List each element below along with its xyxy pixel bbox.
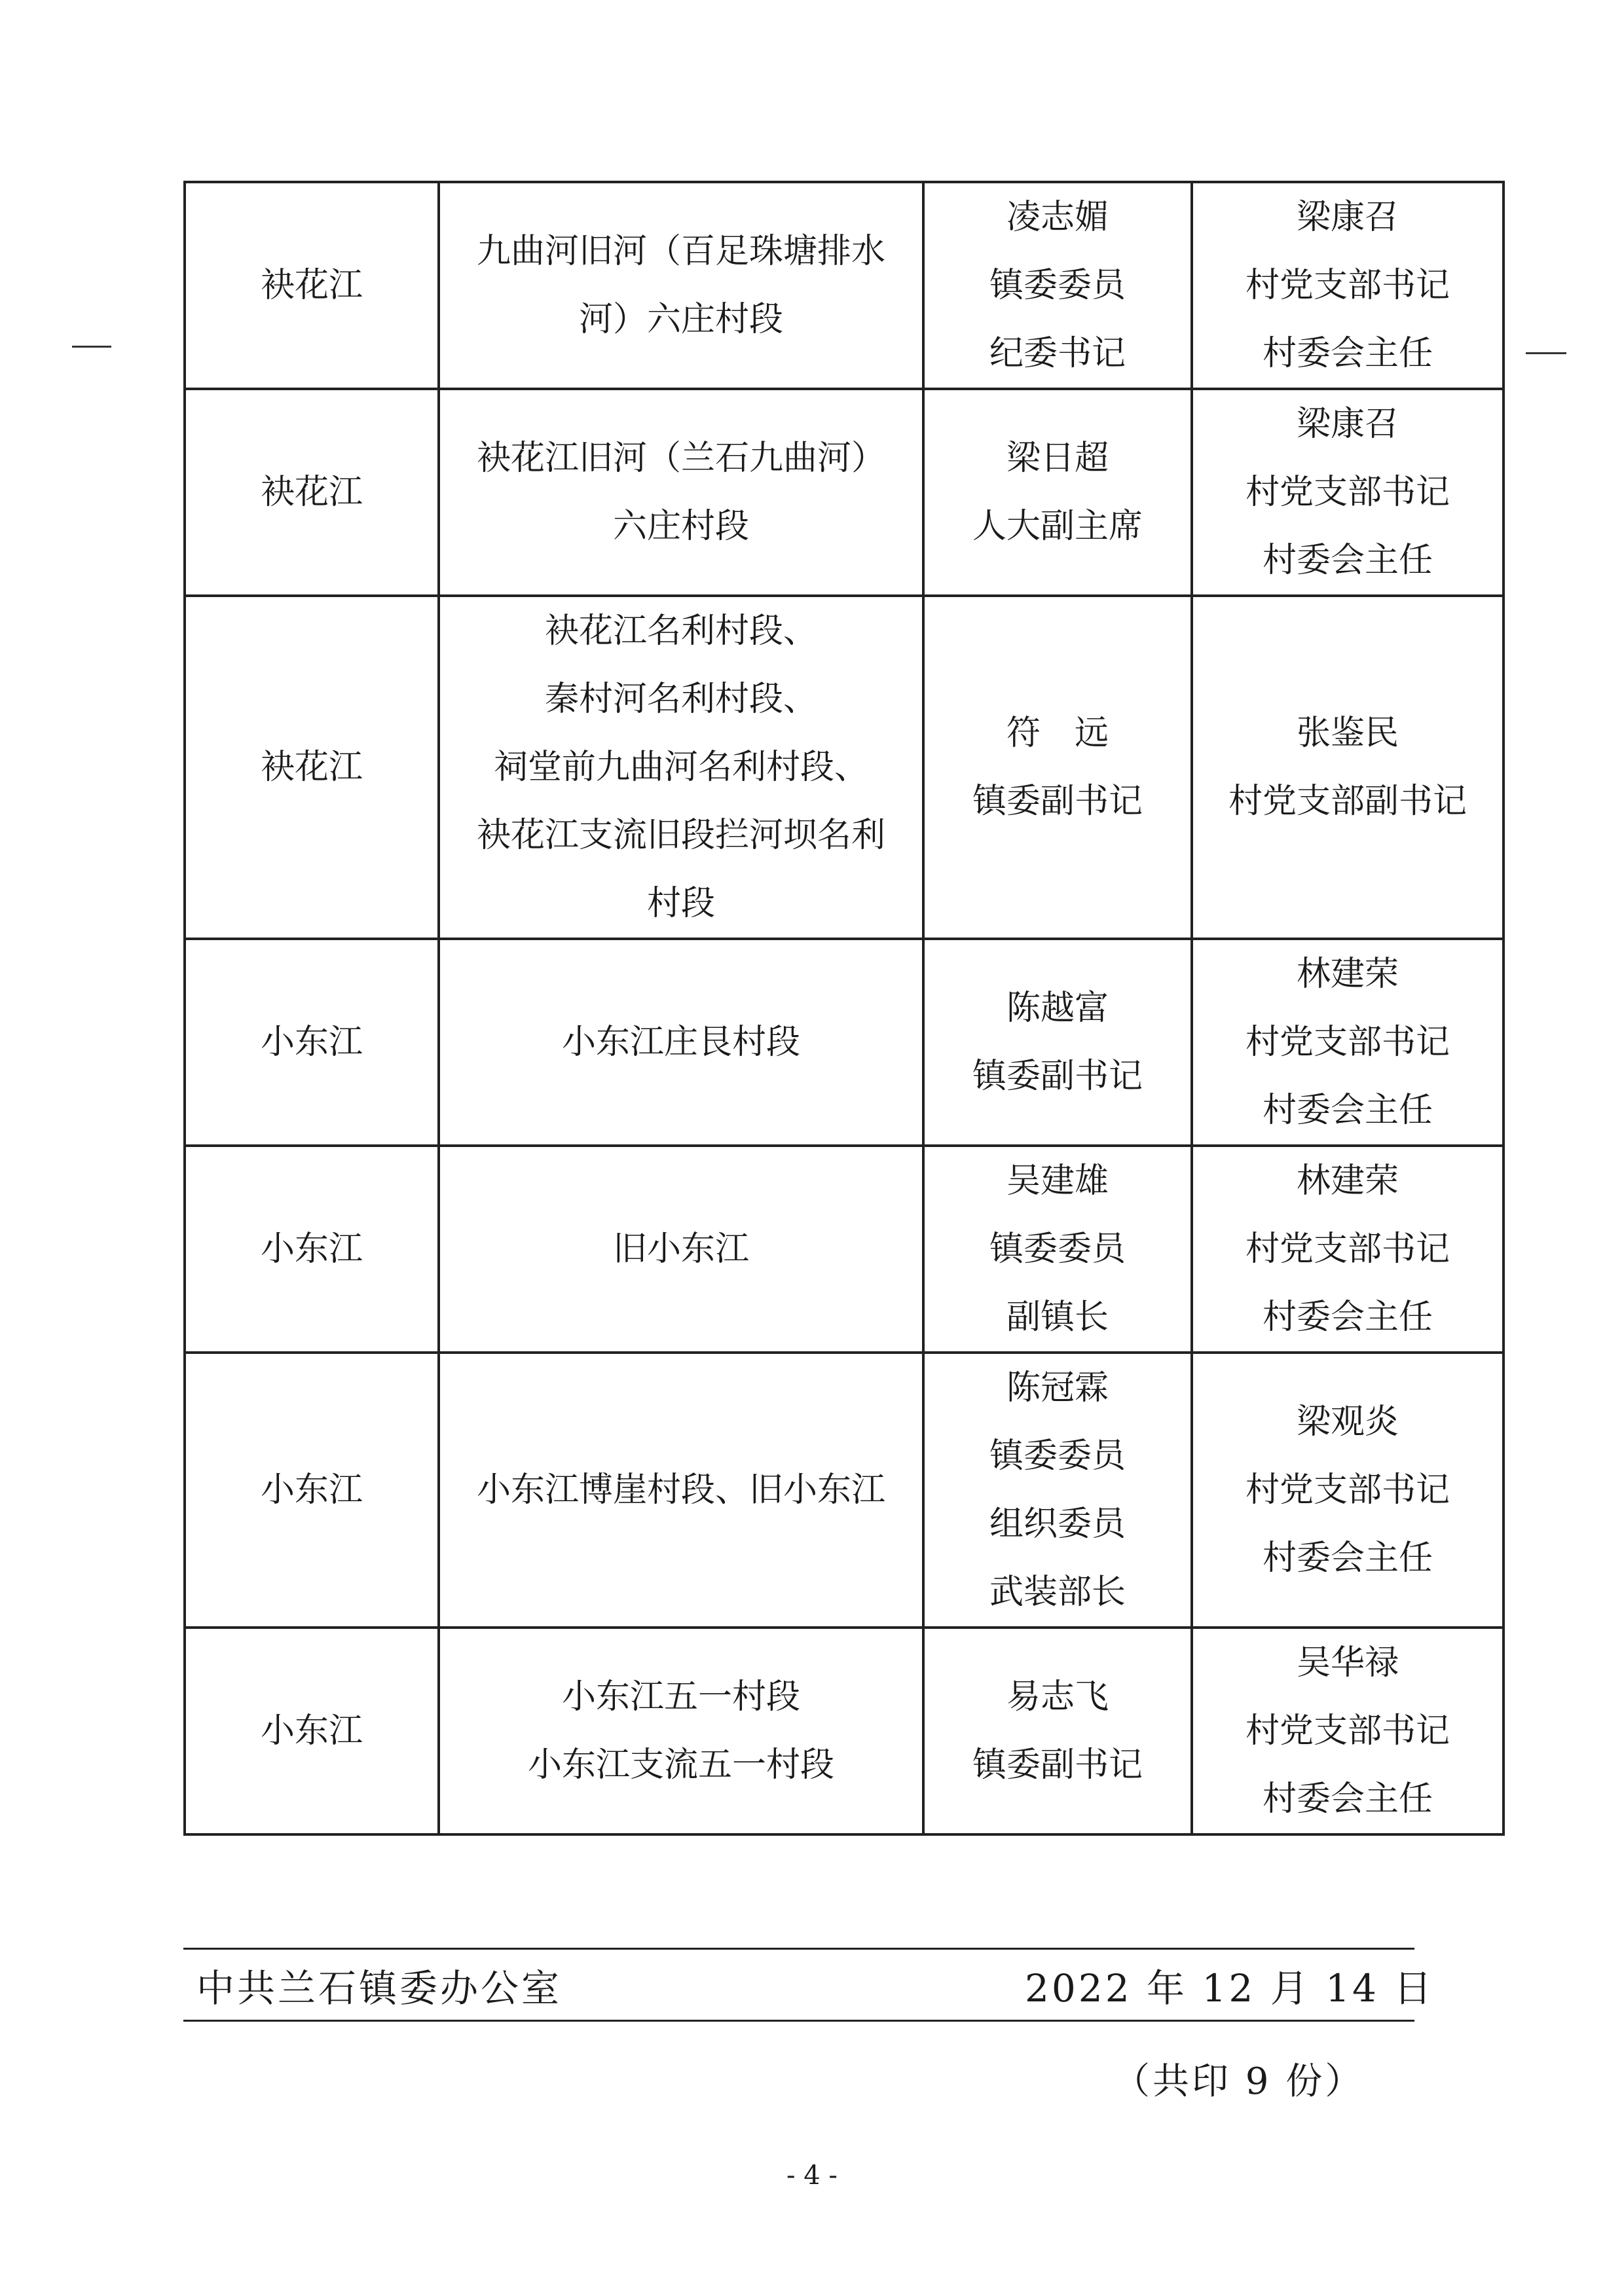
town-chief-cell-line: 镇委副书记 bbox=[972, 782, 1143, 821]
section-cell-line: 袂花江支流旧段拦河坝名利 bbox=[476, 816, 885, 855]
section-cell-line: 祠堂前九曲河名利村段、 bbox=[493, 748, 868, 787]
village-chief-cell-line: 村党支部书记 bbox=[1245, 473, 1450, 512]
table-row bbox=[185, 182, 1504, 389]
village-chief-cell-line: 林建荣 bbox=[1296, 955, 1399, 994]
town-chief-cell-line: 镇委副书记 bbox=[972, 1057, 1143, 1096]
village-chief-cell-line: 村委会主任 bbox=[1262, 1779, 1433, 1819]
section-cell-line: 旧小东江 bbox=[612, 1230, 749, 1269]
village-chief-cell-line: 村党支部书记 bbox=[1245, 266, 1450, 305]
village-chief-cell-line: 村党支部书记 bbox=[1245, 1230, 1450, 1269]
river-cell: 小东江 bbox=[185, 1146, 439, 1353]
town-chief-cell-line: 镇委委员 bbox=[989, 266, 1126, 305]
print-copies: （共印 9 份） bbox=[1113, 2060, 1365, 2103]
section-cell-line: 六庄村段 bbox=[612, 507, 749, 546]
town-chief-cell bbox=[923, 1628, 1192, 1834]
village-chief-cell bbox=[1192, 1628, 1504, 1834]
margin-mark-right bbox=[1526, 352, 1566, 354]
town-chief-cell-line: 镇委委员 bbox=[989, 1230, 1126, 1269]
section-cell-line: 袂花江名利村段、 bbox=[544, 611, 817, 651]
town-chief-cell-line: 陈冠霖 bbox=[1006, 1368, 1109, 1408]
village-chief-cell-line: 梁康召 bbox=[1296, 198, 1399, 237]
river-cell: 小东江 bbox=[185, 1353, 439, 1628]
section-cell bbox=[439, 939, 923, 1146]
town-chief-cell-line: 组织委员 bbox=[989, 1504, 1126, 1544]
section-cell bbox=[439, 389, 923, 596]
town-chief-cell bbox=[923, 1146, 1192, 1353]
village-chief-cell-line: 村党支部书记 bbox=[1245, 1470, 1450, 1510]
section-cell-line: 九曲河旧河（百足珠塘排水 bbox=[476, 232, 885, 271]
issue-date: 2022 年 12 月 14 日 bbox=[1025, 1966, 1435, 2011]
footer-top-rule bbox=[183, 1948, 1414, 1950]
village-chief-cell-line: 梁观炎 bbox=[1296, 1402, 1399, 1442]
village-chief-cell-line: 林建荣 bbox=[1296, 1161, 1399, 1201]
village-chief-cell-line: 村委会主任 bbox=[1262, 334, 1433, 373]
village-chief-cell-line: 村委会主任 bbox=[1262, 1091, 1433, 1130]
section-cell bbox=[439, 1628, 923, 1834]
section-cell-line: 小东江博崖村段、旧小东江 bbox=[476, 1470, 885, 1510]
section-cell bbox=[439, 596, 923, 939]
table-row bbox=[185, 1353, 1504, 1628]
section-cell-line: 村段 bbox=[646, 884, 715, 923]
town-chief-cell-line: 人大副主席 bbox=[972, 507, 1143, 546]
river-cell: 袂花江 bbox=[185, 182, 439, 389]
town-chief-cell-line: 副镇长 bbox=[1006, 1298, 1109, 1337]
town-chief-cell-line: 武装部长 bbox=[989, 1573, 1126, 1612]
town-chief-cell-line: 梁日超 bbox=[1006, 439, 1109, 478]
village-chief-cell-line: 梁康召 bbox=[1296, 405, 1399, 444]
footer-bottom-rule bbox=[183, 2020, 1414, 2022]
town-chief-cell-line: 凌志媚 bbox=[1006, 198, 1109, 237]
section-cell bbox=[439, 1353, 923, 1628]
village-chief-cell-line: 村委会主任 bbox=[1262, 1539, 1433, 1578]
village-chief-cell-line: 吴华禄 bbox=[1296, 1643, 1399, 1683]
section-cell bbox=[439, 1146, 923, 1353]
town-chief-cell-line: 镇委委员 bbox=[989, 1436, 1126, 1476]
town-chief-cell-line: 镇委副书记 bbox=[972, 1745, 1143, 1785]
river-cell: 袂花江 bbox=[185, 389, 439, 596]
town-chief-cell bbox=[923, 939, 1192, 1146]
village-chief-cell-line: 村委会主任 bbox=[1262, 1298, 1433, 1337]
village-chief-cell-line: 村委会主任 bbox=[1262, 541, 1433, 580]
table-row bbox=[185, 389, 1504, 596]
table-row bbox=[185, 1628, 1504, 1834]
river-cell: 小东江 bbox=[185, 1628, 439, 1834]
section-cell-line: 小东江庄艮村段 bbox=[561, 1023, 800, 1062]
river-cell: 袂花江 bbox=[185, 596, 439, 939]
village-chief-cell bbox=[1192, 389, 1504, 596]
margin-mark-left bbox=[72, 346, 111, 348]
town-chief-cell bbox=[923, 182, 1192, 389]
town-chief-cell-line: 易志飞 bbox=[1006, 1677, 1109, 1717]
section-cell-line: 袂花江旧河（兰石九曲河） bbox=[476, 439, 885, 478]
table-row bbox=[185, 939, 1504, 1146]
section-cell bbox=[439, 182, 923, 389]
town-chief-cell-line: 陈越富 bbox=[1006, 989, 1109, 1028]
village-chief-cell bbox=[1192, 596, 1504, 939]
table-row bbox=[185, 596, 1504, 939]
town-chief-cell bbox=[923, 389, 1192, 596]
town-chief-cell-line: 纪委书记 bbox=[989, 334, 1126, 373]
river-chief-table bbox=[183, 181, 1505, 1836]
section-cell-line: 小东江支流五一村段 bbox=[527, 1745, 834, 1785]
town-chief-cell-line: 符 远 bbox=[1006, 714, 1109, 753]
town-chief-cell bbox=[923, 596, 1192, 939]
issuing-office: 中共兰石镇委办公室 bbox=[196, 1966, 563, 2011]
village-chief-cell bbox=[1192, 939, 1504, 1146]
town-chief-cell bbox=[923, 1353, 1192, 1628]
village-chief-cell-line: 村党支部书记 bbox=[1245, 1023, 1450, 1062]
village-chief-cell-line: 村党支部书记 bbox=[1245, 1711, 1450, 1751]
section-cell-line: 小东江五一村段 bbox=[561, 1677, 800, 1717]
section-cell-line: 秦村河名利村段、 bbox=[544, 680, 817, 719]
village-chief-cell bbox=[1192, 182, 1504, 389]
table-row bbox=[185, 1146, 1504, 1353]
page-number: - 4 - bbox=[786, 2160, 838, 2191]
village-chief-cell-line: 村党支部副书记 bbox=[1228, 782, 1467, 821]
town-chief-cell-line: 吴建雄 bbox=[1006, 1161, 1109, 1201]
village-chief-cell bbox=[1192, 1146, 1504, 1353]
table-body bbox=[185, 182, 1504, 1834]
river-cell: 小东江 bbox=[185, 939, 439, 1146]
village-chief-cell bbox=[1192, 1353, 1504, 1628]
section-cell-line: 河）六庄村段 bbox=[578, 300, 783, 339]
village-chief-cell-line: 张鉴民 bbox=[1296, 714, 1399, 753]
